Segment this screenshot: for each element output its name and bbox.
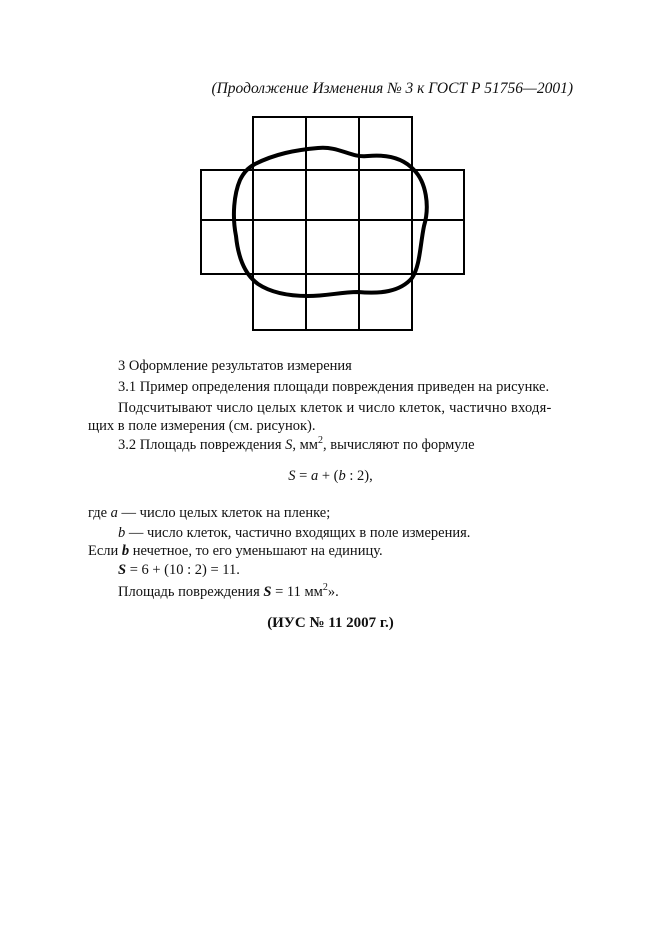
formula-plus: + (: [318, 468, 339, 484]
odd-rule: [88, 542, 383, 560]
damage-area-grid-figure: [200, 116, 466, 332]
example-result: [118, 579, 339, 601]
where-b: [118, 524, 470, 542]
example-calc: [118, 561, 240, 579]
grid-cell: [306, 117, 359, 170]
page-header: (Продолжение Изменения № 3 к ГОСТ Р 51756—2001): [211, 80, 573, 97]
grid-cell: [306, 170, 359, 220]
result-post: = 11 мм: [271, 583, 323, 600]
grid-cell: [253, 274, 306, 330]
result-sup: 2: [322, 582, 328, 593]
odd-var: b: [121, 543, 130, 559]
p32-var: S: [285, 436, 293, 453]
section-title: 3 Оформление результатов измерения: [118, 358, 352, 374]
grid-cell: [201, 170, 253, 220]
where-b-var: b: [118, 525, 126, 541]
formula-S: S: [288, 468, 296, 484]
where-a-text: — число целых клеток на пленке;: [117, 505, 331, 521]
where-a-var: a: [110, 505, 118, 521]
result-end: ».: [327, 583, 339, 600]
grid-cell: [253, 170, 306, 220]
formula: [0, 467, 661, 485]
grid-cell: [359, 220, 412, 274]
example-calc-text: = 6 + (10 : 2) = 11.: [126, 562, 240, 578]
p32-sup: 2: [317, 435, 323, 446]
grid-cell: [359, 274, 412, 330]
result-var: S: [263, 583, 272, 600]
paragraph-3-1-b-line1: Подсчитывают число целых клеток и число клеток, частично входя-: [118, 400, 552, 416]
paragraph-3-1-b-line2: щих в поле измерения (см. рисунок).: [88, 418, 316, 434]
p32-mid: , мм: [292, 436, 318, 453]
formula-rest: : 2),: [345, 468, 373, 484]
where-b-text: — число клеток, частично входящих в поле измерения.: [125, 525, 471, 541]
odd-post: нечетное, то его уменьшают на единицу.: [129, 543, 383, 559]
example-S: S: [118, 562, 127, 578]
grid-cell: [306, 274, 359, 330]
grid-cell: [306, 220, 359, 274]
paragraph-3-2: [118, 432, 475, 454]
formula-b: b: [338, 468, 346, 484]
where-a: [88, 504, 330, 522]
grid-cell: [253, 220, 306, 274]
formula-a: a: [310, 468, 319, 484]
footer-note: (ИУС № 11 2007 г.): [267, 615, 394, 631]
result-pre: Площадь повреждения: [118, 583, 264, 600]
p32-post: , вычисляют по формуле: [322, 436, 475, 453]
formula-eq: =: [295, 468, 311, 484]
grid-cell: [359, 170, 412, 220]
p32-pre: 3.2 Площадь повреждения: [118, 436, 286, 453]
paragraph-3-1: 3.1 Пример определения площади повреждения приведен на рисунке.: [118, 379, 550, 395]
where-prefix: где: [88, 505, 111, 521]
odd-pre: Если: [88, 543, 122, 559]
